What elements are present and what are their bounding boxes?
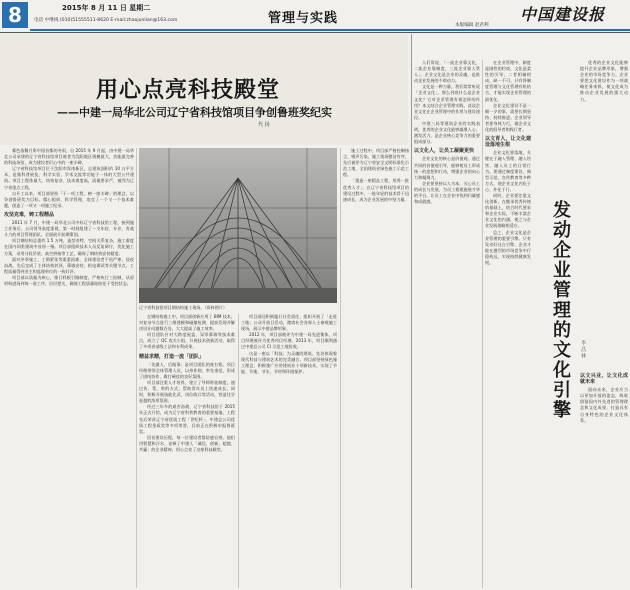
photo-caption: 辽宁省科技馆项目钢结构施工现场。（资料图片） (139, 305, 228, 310)
column-rule (482, 60, 483, 588)
paragraph: 施工过程中，项目部严格控制扬尘、噪声污染，施工现场整洁有序，先后被评为辽宁省安全文明标准化示范工地、全国建筑业绿色施工示范工程。 (343, 148, 409, 178)
issue-date: 2015年 8 月 11 日 星期二 (62, 4, 151, 12)
paragraph: 这是一座以「科技」为灵魂的建筑，处处体现着现代科技与建筑艺术的完美融合。项目部坚持绿色施工理念，积极推广应用建筑业十项新技术，实现了节能、节地、节水、节材和环境保护。 (241, 350, 337, 374)
article-column-2 (139, 314, 235, 588)
side-column-c (580, 60, 628, 330)
paragraph: 项目钢结构总重约 1.5 万吨，造型奇特，空间关系复杂，施工难度在国内同类建筑中首屈一指。项目部组织技术人员反复研讨，优化施工方案，采用分段吊装、高空拼接等工艺，确保了钢结构安装精度。 (4, 238, 134, 256)
paragraph: 项目团队针对大跨度屋盖、异形幕墙等技术难点，成立了 QC 攻关小组，开展技术创新活动，取得了多项省部级工法和专利成果。 (139, 332, 235, 350)
paragraph: 「先做人、后做事」是项目团队的座右铭。项目经理带领全体管理人员，以身作则，率先垂范，形成了团结协作、敢打硬仗的良好氛围。 (139, 361, 235, 379)
column-rule (238, 314, 239, 588)
article-byline: 代 扬 (258, 122, 270, 128)
column-rule (340, 148, 341, 588)
section-title: 管理与实践 (268, 11, 339, 26)
newspaper-logo: 中国建设报 (520, 5, 606, 24)
steel-structure-image (139, 148, 337, 303)
paragraph: 自开工以来，项目部坚持「干一项工程、树一座丰碑」的理念，以争创鲁班奖为目标，精心组织、科学管理，攻克了一个又一个技术难题，创造了一项又一项施工纪录。 (4, 190, 134, 208)
side-article-title: 发动企业管理的文化引擎 (550, 200, 571, 420)
masthead (0, 0, 630, 30)
paragraph: 总之，企业文化是企业管理的重要引擎。只有发动好这台引擎，企业才能在激烈的市场竞争中行稳致远，实现持续健康发展。 (485, 229, 531, 265)
article-title: 用心点亮科技殿堂 (96, 77, 281, 103)
paragraph: 优秀的企业文化能够提升企业品牌形象，增强企业的市场竞争力。企业要把文化建设作为一项战略任务来抓，使文化成为推动企业发展的强大动力。 (580, 60, 628, 102)
paragraph: 项目部以质量为核心，推行样板引路制度，严格执行三检制，从原材料进场到每一道工序，层层把关，确保工程质量始终处于受控状态。 (4, 274, 134, 286)
article-column-4 (343, 148, 409, 588)
column-rule (136, 148, 137, 588)
editor-credit: 本版编辑 赵君利 (455, 23, 489, 28)
paragraph: 面对冬季施工、工期紧张等重重困难，全体建设者不畏严寒、昼夜奋战，先后完成了主体结构封顶、幕墙安装、机电调试等关键节点，工程质量得到业主和监理单位的一致好评。 (4, 256, 134, 274)
subheading: 以文化人，让员工凝聚更快 (414, 148, 475, 155)
paragraph: 企业文化的核心是价值观。通过共同的价值观引导，能够使员工形成统一的思想和行动，增强企业的向心力和凝聚力。 (414, 156, 480, 180)
paragraph: 企业要坚持以人为本，关心员工的成长与发展，为员工搭建施展才华的平台，让员工在企业中找到归属感和成就感。 (414, 180, 480, 205)
construction-photo (139, 148, 337, 303)
subheading: 以文兴业，让文化成就未来 (580, 373, 628, 386)
subheading: 精益求精，打造一流「团队」 (139, 353, 205, 360)
contact-info: 电话 中继线 (010)51555511-8620 E-mail:zhaojunlian@163.com (34, 18, 178, 23)
paragraph: 2012 年，项目部被评为中建一局先进集体，项目经理被评为优秀项目经理。2013 年，项目顺利通过中建总公司 CI 示范工地验收。 (241, 332, 337, 350)
paragraph: 人们常说，「一流企业靠文化，二流企业靠制度，三流企业靠人管人」。企业文化是企业的灵魂，是推动企业发展的不竭动力。 (414, 60, 480, 84)
paragraph: 回首建设历程，每一位建设者都倍感自豪。他们用智慧和汗水，诠释了中建人「诚信、创新、超越、共赢」的企业精神，用心点亮了这座科技殿堂。 (139, 434, 235, 452)
paragraph: 项目部还积极履行社会责任，组织开展了「走进工地」公众开放日活动，邀请社会各界人士参观施工现场，展示中建品牌形象。 (241, 314, 337, 332)
paragraph: 「建造一座精品工程，培养一批优秀人才」。在辽宁省科技馆项目的建设过程中，一批年轻的技术骨干迅速成长，成为企业发展的中坚力量。 (343, 178, 409, 202)
paragraph: 在钢结构施工中，项目部创新应用了 BIM 技术，对复杂节点进行三维建模和碰撞检测，提前发现并解决设计问题数百处，大大提高了施工效率。 (139, 314, 235, 332)
article-separator (411, 34, 412, 588)
paragraph: 2011 年 7 月，中建一局华北公司中标辽宁省科技馆工程，接到施工任务后，公司领导高度重视，第一时间组建了一支年轻、专业、有战斗力的项目管理团队，全面展开前期策划。 (4, 220, 134, 238)
side-article-byline: 李 昌 林 (580, 340, 586, 359)
article-subtitle: ——中建一局华北公司辽宁省科技馆项目争创鲁班奖纪实 (57, 106, 332, 119)
paragraph: 文化是一种力量。我们常常听说「企业文化」，那么到底什么是企业文化？它对企业管理有着怎样的作用？本文结合企业管理实践，谈谈企业文化在企业管理中的作用与建设途径。 (414, 84, 480, 120)
side-column-c-lower (580, 370, 628, 588)
page-number: 8 (2, 2, 28, 28)
paragraph: 面向未来，企业应当以更加开放的姿态，吸收借鉴国内外先进的管理理念和文化成果，打造具有自身特色的企业文化体系。 (580, 387, 628, 423)
paragraph: 企业文化建设不是一朝一夕的事，需要长期坚持、持续推进。企业领导者要身体力行，做企业文化的倡导者和践行者。 (485, 102, 531, 133)
masthead-divider (0, 32, 630, 33)
paragraph: 企业文化要落地，关键在于融入管理、融入经营、融入员工的日常行为。要通过制度建设、典型示范、宣传教育等多种方式，使企业文化内化于心、外化于行。 (485, 150, 531, 192)
paragraph: 经过三年多的艰苦奋战，辽宁省科技馆于 2015 年正式开馆，成为辽宁省科普教育的重要基地。工程先后荣获辽宁省优质工程「世纪杯」、中建总公司优质工程金质奖等多项荣誉，目前正在积极申报鲁班奖。 (139, 404, 235, 434)
paragraph: 中建三局等建筑企业的实践表明，优秀的企业文化能够凝聚人心、激发活力，是企业核心竞争力的重要组成部分。 (414, 120, 480, 145)
subheading: 攻坚克难，铸工程精品 (4, 211, 55, 218)
paragraph: 在企业管理中，制度是刚性的约束，文化是柔性的引导。二者相辅相成，缺一不可。只有将制度管理与文化管理有机结合，才能实现企业管理的最优化。 (485, 60, 531, 102)
paragraph: 同时，企业要注重文化创新，在继承优秀传统的基础上，结合时代要求和企业实际，不断丰富企业文化的内涵，使之与企业发展战略相适应。 (485, 192, 531, 229)
article-column-3 (241, 314, 337, 588)
side-column-a (414, 60, 480, 588)
paragraph: 项目部注重人才培养，建立了导师带徒制度，通过传、帮、带的方式，帮助青年员工快速成长。同时，积极开展技能比武、岗位练兵等活动，营造比学赶超的浓厚氛围。 (139, 379, 235, 404)
article-column-1 (4, 148, 134, 588)
subheading: 以文育人，让文化建设落地生根 (485, 136, 531, 149)
side-column-b (485, 60, 531, 588)
paragraph: 辽宁省科技馆项目位于沈阳市浑南新区，总建筑面积约 10 万平方米，是集科普展览、科学实验、学术交流等功能于一体的大型公共建筑。项目工程体量大、结构复杂、技术难度高，质量要求严，被列为辽宁省重点工程。 (4, 166, 134, 190)
paragraph: 雾色依稀月影中国首都的冬雨，自 2015 年 9 月起，由中建一局华北公司承建的辽宁省科技馆项目被誉为沈阳地区规模最大、功能最完善的科技场馆，成为建设者们心中的一座丰碑。 (4, 148, 134, 166)
masthead-rule (30, 29, 630, 31)
